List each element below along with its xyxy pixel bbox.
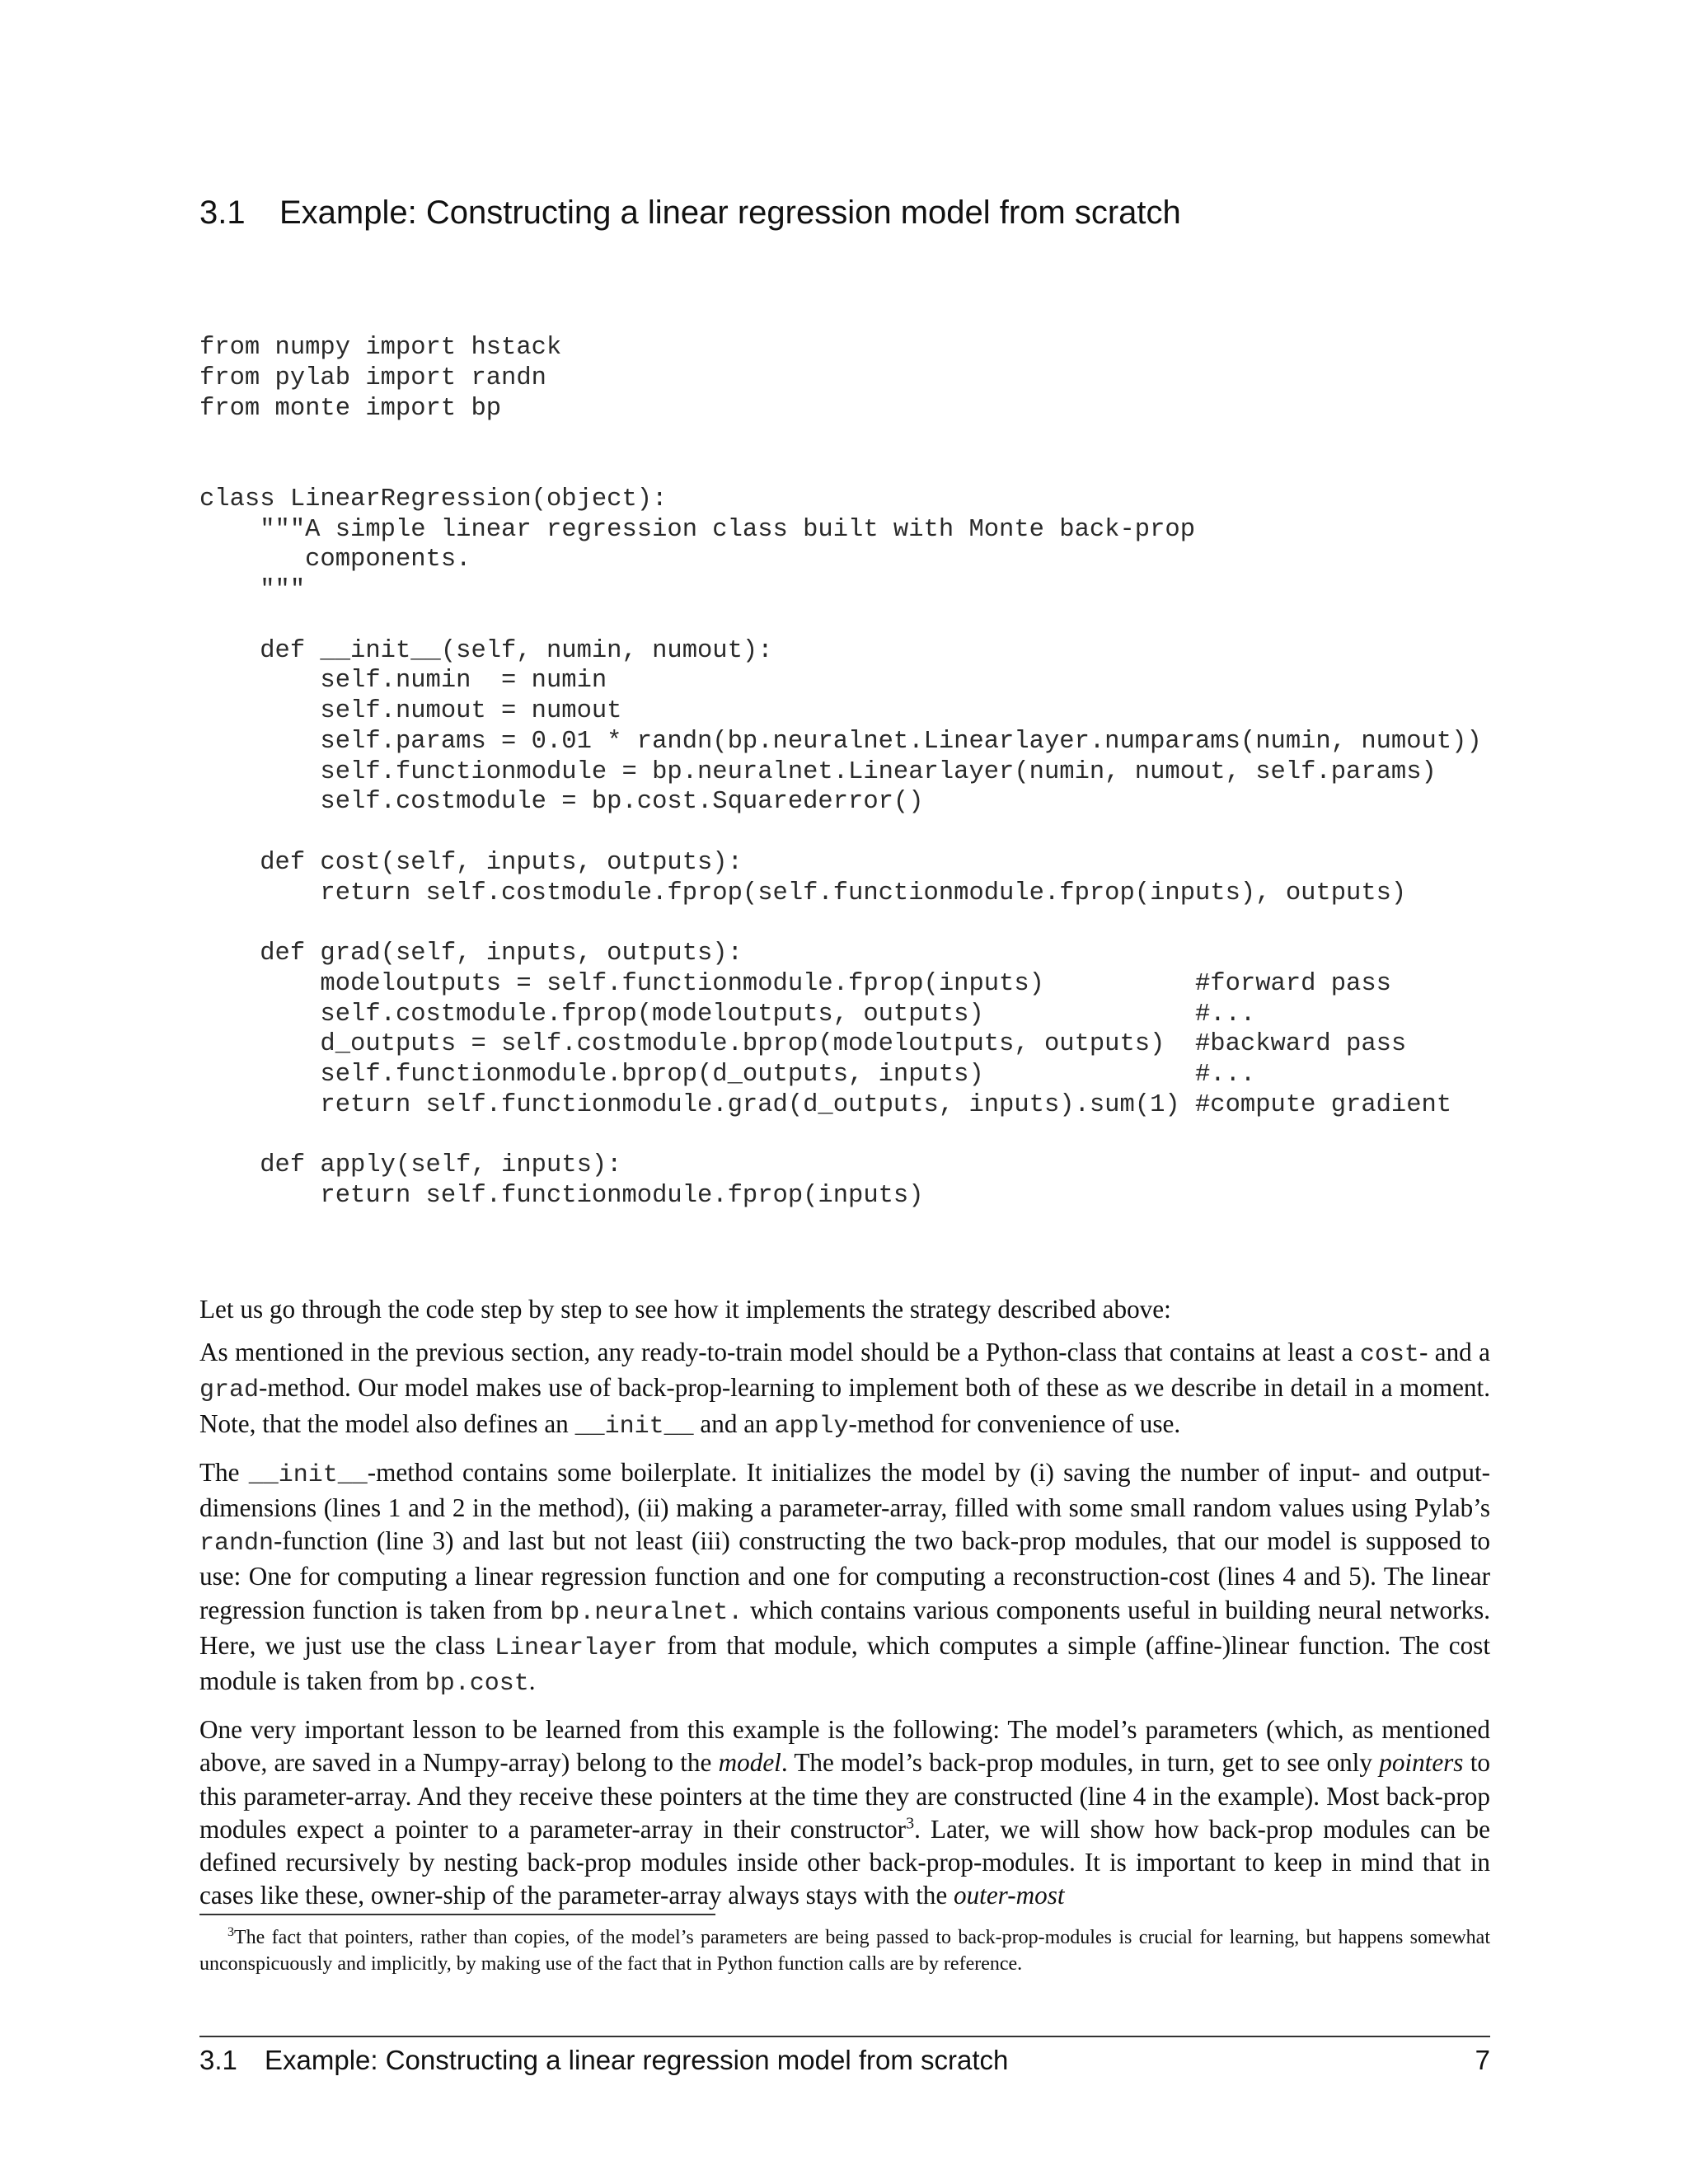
text-run: - and a bbox=[1418, 1338, 1490, 1367]
code-line: def cost(self, inputs, outputs): bbox=[199, 848, 743, 877]
section-title: Example: Constructing a linear regression model from scratch bbox=[279, 194, 1181, 231]
code-listing bbox=[199, 333, 1482, 1212]
inline-code: randn bbox=[199, 1530, 274, 1558]
code-line: modeloutputs = self.functionmodule.fprop(inputs) #forward pass bbox=[199, 969, 1391, 998]
text-run: and an bbox=[693, 1408, 775, 1438]
text-run: -method contains some boilerplate. It initializes the model by (i) saving the number of input- and output-dimensions (lines 1 and 2 in the method), (ii) making a parameter-array, filled with some small random values using Pylab’s bbox=[199, 1457, 1490, 1523]
section-heading bbox=[199, 194, 1181, 232]
code-line: from pylab import randn bbox=[199, 363, 546, 392]
code-line: return self.functionmodule.grad(d_outputs, inputs).sum(1) #compute gradient bbox=[199, 1090, 1452, 1119]
code-line: self.params = 0.01 * randn(bp.neuralnet.Linearlayer.numparams(numin, numout)) bbox=[199, 727, 1482, 756]
footnote bbox=[199, 1919, 1490, 1977]
inline-code: bp.cost bbox=[424, 1670, 529, 1699]
code-line: return self.costmodule.fprop(self.functionmodule.fprop(inputs), outputs) bbox=[199, 879, 1407, 907]
footnote-reference[interactable]: 3 bbox=[906, 1814, 915, 1833]
code-line: from monte import bp bbox=[199, 394, 502, 423]
code-line: self.functionmodule.bprop(d_outputs, inputs) #... bbox=[199, 1061, 1256, 1089]
footer-section-title: Example: Constructing a linear regression model from scratch bbox=[265, 2045, 1009, 2075]
text-run: . The model’s back-prop modules, in turn, get to see only bbox=[781, 1748, 1380, 1778]
code-line: return self.functionmodule.fprop(inputs) bbox=[199, 1182, 924, 1210]
text-run: -method for convenience of use. bbox=[848, 1408, 1181, 1438]
footer-section-number: 3.1 bbox=[199, 2045, 237, 2075]
code-line: self.functionmodule = bp.neuralnet.Linearlayer(numin, numout, self.params) bbox=[199, 757, 1437, 786]
code-line: self.costmodule = bp.cost.Squarederror() bbox=[199, 788, 924, 817]
text-run: -method. Our model makes use of back-prop-learning to implement both of these as we describe in detail in a moment. Note, that the model also defines an bbox=[199, 1373, 1490, 1438]
text-run: One very important lesson to be learned from this example is the following: The model’s parameters (which, as mentioned above, are saved in a Numpy-array) belong to the bbox=[199, 1715, 1490, 1778]
footnote-text: The fact that pointers, rather than copies, of the model’s parameters are being passed to back-prop-modules is crucial for learning, but happens somewhat unconspicuously and implicitly, by making use of the fact that in Python function calls are by reference. bbox=[199, 1927, 1490, 1975]
footer-divider bbox=[199, 2036, 1490, 2037]
code-line: components. bbox=[199, 546, 471, 574]
section-number: 3.1 bbox=[199, 194, 246, 231]
footnote-mark: 3 bbox=[227, 1925, 234, 1939]
paragraph-lesson bbox=[199, 1713, 1490, 1912]
paragraph-init-method bbox=[199, 1456, 1490, 1700]
running-footer bbox=[199, 2045, 1008, 2076]
text-run: . bbox=[528, 1666, 536, 1696]
code-line: def apply(self, inputs): bbox=[199, 1151, 622, 1180]
text-run: to this parameter-array. And they receive these pointers at the time they are constructed (line 4 in the example). Most back-prop modules expect a pointer to a parameter-array in their constructor bbox=[199, 1748, 1490, 1844]
inline-code: Linearlayer bbox=[494, 1633, 658, 1662]
code-line: self.numin = numin bbox=[199, 667, 607, 696]
page-number: 7 bbox=[1475, 2045, 1490, 2075]
code-line bbox=[199, 908, 1482, 939]
emphasis: pointers bbox=[1379, 1748, 1464, 1778]
emphasis: outer-most bbox=[953, 1881, 1065, 1910]
code-line: """ bbox=[199, 576, 306, 604]
footnote-divider bbox=[199, 1914, 715, 1915]
text-run: . Later, we will show how back-prop modules can be defined recursively by nesting back-prop modules inside other back-prop-modules. It is important to keep in mind that in cases like these, owner-ship of the parameter-array always stays with the bbox=[199, 1814, 1490, 1910]
inline-code: bp.neuralnet. bbox=[550, 1598, 743, 1627]
code-line: self.costmodule.fprop(modeloutputs, outputs) #... bbox=[199, 1000, 1256, 1029]
code-line: d_outputs = self.costmodule.bprop(modeloutputs, outputs) #backward pass bbox=[199, 1030, 1407, 1059]
code-line bbox=[199, 424, 1482, 454]
paragraph-model-methods bbox=[199, 1336, 1490, 1443]
code-line bbox=[199, 606, 1482, 636]
paragraph-intro: Let us go through the code step by step to see how it implements the strategy described above: bbox=[199, 1295, 1171, 1324]
text-run: As mentioned in the previous section, any ready-to-train model should be a Python-class that contains at least a bbox=[199, 1338, 1360, 1367]
code-line: from numpy import hstack bbox=[199, 334, 562, 362]
text-run: from that module, which computes a simple (affine-)linear function. The cost module is taken from bbox=[199, 1630, 1490, 1696]
code-line: """A simple linear regression class built with Monte back-prop bbox=[199, 515, 1195, 544]
code-line bbox=[199, 1121, 1482, 1151]
emphasis: model bbox=[718, 1748, 781, 1778]
text-run: -function (line 3) and last but not least (iii) constructing the two back-prop modules, that our model is supposed to use: One for computing a linear regression function and one for computing a reconstruction-cost (lines 4 and 5). The linear regression function is taken from bbox=[199, 1526, 1490, 1624]
code-line bbox=[199, 818, 1482, 848]
code-line: self.numout = numout bbox=[199, 697, 622, 725]
text-run: which contains various components useful in building neural networks. Here, we just use the class bbox=[199, 1595, 1491, 1660]
body-text bbox=[199, 1293, 1490, 1925]
code-line: def __init__(self, numin, numout): bbox=[199, 636, 773, 665]
code-line bbox=[199, 454, 1482, 485]
inline-code: __init__ bbox=[248, 1460, 368, 1489]
inline-code: grad bbox=[199, 1376, 260, 1405]
inline-code: __init__ bbox=[574, 1412, 694, 1441]
text-run: The bbox=[199, 1457, 249, 1487]
inline-code: cost bbox=[1359, 1341, 1419, 1370]
code-line: class LinearRegression(object): bbox=[199, 485, 668, 513]
code-line: def grad(self, inputs, outputs): bbox=[199, 940, 743, 968]
inline-code: apply bbox=[774, 1412, 849, 1441]
